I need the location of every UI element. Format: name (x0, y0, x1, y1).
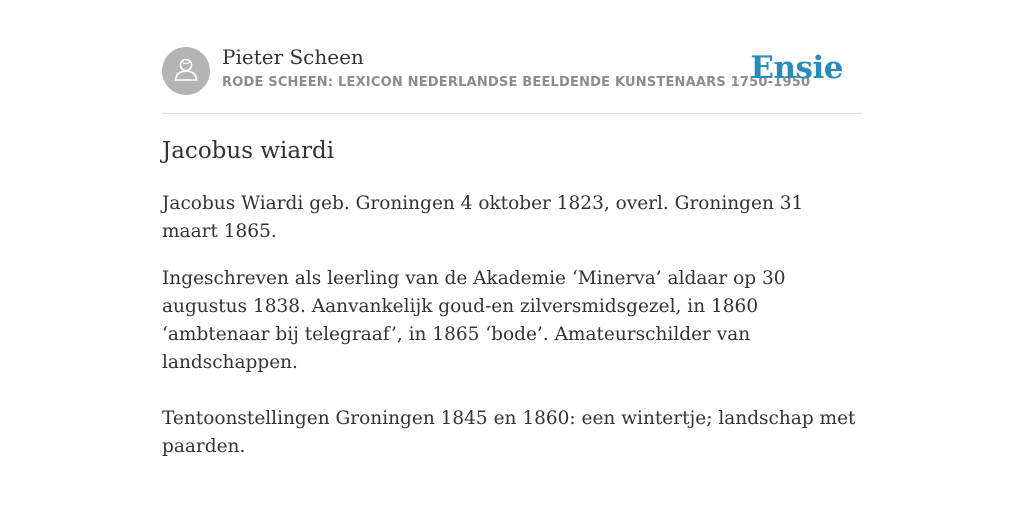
source-label[interactable]: RODE SCHEEN: LEXICON NEDERLANDSE BEELDENDE KUNSTENAARS 1750-1950 (222, 75, 811, 90)
user-icon (172, 55, 200, 88)
paragraph: Ingeschreven als leerling van de Akademie ‘Minerva’ aldaar op 30 augustus 1838. Aanvankelijk goud-en zilversmidsgezel, in 1860 ‘ambtenaar bij telegraaf’, in 1865 ‘bode’. Amateurschilder van landschappen. (162, 268, 786, 373)
page-title: Jacobus wiardi (162, 138, 335, 164)
brand-logo[interactable]: Ensie (750, 50, 843, 86)
paragraph: Tentoonstellingen Groningen 1845 en 1860: een wintertje; landschap met paarden. (162, 408, 856, 457)
author-name[interactable]: Pieter Scheen (222, 45, 364, 69)
paragraph: Jacobus Wiardi geb. Groningen 4 oktober 1823, overl. Groningen 31 maart 1865. (162, 193, 804, 242)
article-header (162, 0, 862, 114)
avatar[interactable] (162, 47, 210, 95)
article-body (162, 190, 862, 461)
article-card (162, 0, 862, 457)
